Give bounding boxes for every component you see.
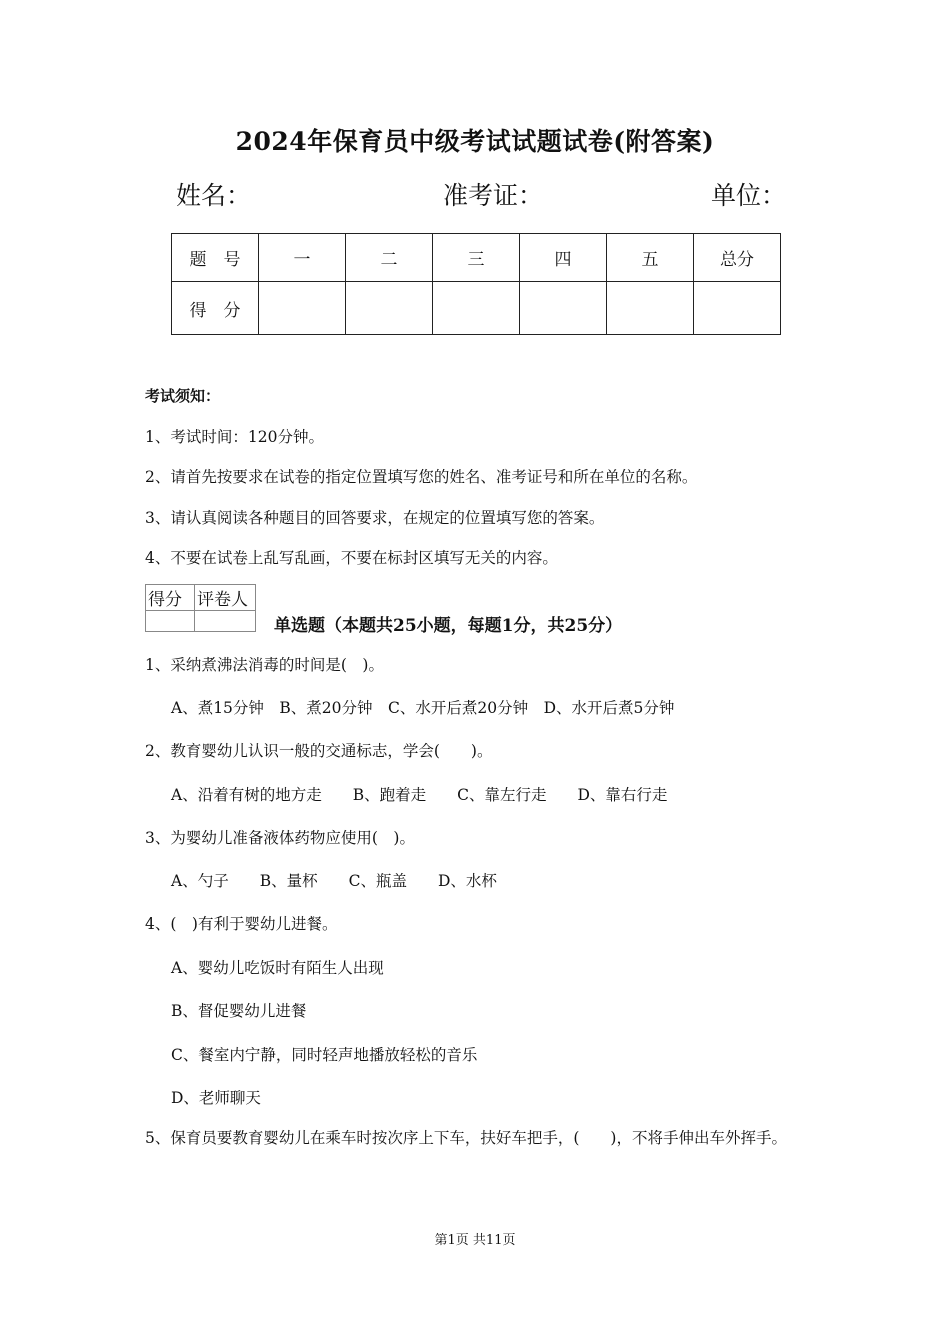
page-footer: 第1页 共11页 — [434, 1233, 516, 1248]
notice-item: 1、考试时间：120分钟。 — [145, 428, 324, 446]
score-cell-header: 总分 — [694, 234, 781, 282]
question-option: D、老师聊天 — [171, 1089, 261, 1107]
notice-item: 3、请认真阅读各种题目的回答要求，在规定的位置填写您的答案。 — [145, 509, 605, 527]
score-cell-header: 四 — [520, 234, 607, 282]
question-stem: 1、采纳煮沸法消毒的时间是( )。 — [145, 656, 384, 674]
score-cell-header: 题 号 — [172, 234, 259, 282]
score-cell-blank[interactable] — [694, 282, 781, 335]
question-option: B、督促婴幼儿进餐 — [171, 1002, 307, 1020]
score-table — [171, 233, 781, 335]
question-options: A、沿着有树的地方走 B、跑着走 C、靠左行走 D、靠右行走 — [171, 786, 668, 804]
exam-id-label: 准考证： — [443, 181, 544, 210]
score-cell-blank[interactable] — [520, 282, 607, 335]
score-cell-header: 五 — [607, 234, 694, 282]
score-cell-header: 一 — [259, 234, 346, 282]
grader-score-label: 得分 — [146, 585, 195, 611]
notice-heading: 考试须知： — [145, 387, 221, 405]
score-table-header-row — [172, 234, 781, 282]
question-options: A、煮15分钟 B、煮20分钟 C、水开后煮20分钟 D、水开后煮5分钟 — [171, 699, 675, 717]
name-label: 姓名： — [176, 181, 252, 210]
exam-title: 2024年保育员中级考试试题试卷(附答案) — [235, 127, 715, 156]
question-stem: 5、保育员要教育婴幼儿在乘车时按次序上下车，扶好车把手，( )，不将手伸出车外挥手。 — [145, 1129, 787, 1147]
grader-score-cell[interactable] — [146, 611, 195, 632]
question-option: C、餐室内宁静，同时轻声地播放轻松的音乐 — [171, 1046, 478, 1064]
score-cell-blank[interactable] — [607, 282, 694, 335]
score-cell-blank[interactable] — [259, 282, 346, 335]
score-table-score-row — [172, 282, 781, 335]
score-row-label: 得 分 — [172, 282, 259, 335]
score-cell-blank[interactable] — [346, 282, 433, 335]
question-stem: 4、( )有利于婴幼儿进餐。 — [145, 915, 338, 933]
notice-item: 4、不要在试卷上乱写乱画，不要在标封区填写无关的内容。 — [145, 549, 558, 567]
question-stem: 2、教育婴幼儿认识一般的交通标志，学会( )。 — [145, 742, 493, 760]
grader-box — [145, 584, 256, 632]
grader-name-cell[interactable] — [195, 611, 256, 632]
unit-label: 单位： — [711, 181, 787, 210]
score-cell-blank[interactable] — [433, 282, 520, 335]
question-options: A、勺子 B、量杯 C、瓶盖 D、水杯 — [171, 872, 497, 890]
section-heading: 单选题（本题共25小题，每题1分，共25分） — [274, 616, 623, 636]
grader-name-label: 评卷人 — [195, 585, 256, 611]
notice-item: 2、请首先按要求在试卷的指定位置填写您的姓名、准考证号和所在单位的名称。 — [145, 468, 698, 486]
score-cell-header: 三 — [433, 234, 520, 282]
question-option: A、婴幼儿吃饭时有陌生人出现 — [171, 959, 384, 977]
score-cell-header: 二 — [346, 234, 433, 282]
question-stem: 3、为婴幼儿准备液体药物应使用( )。 — [145, 829, 415, 847]
